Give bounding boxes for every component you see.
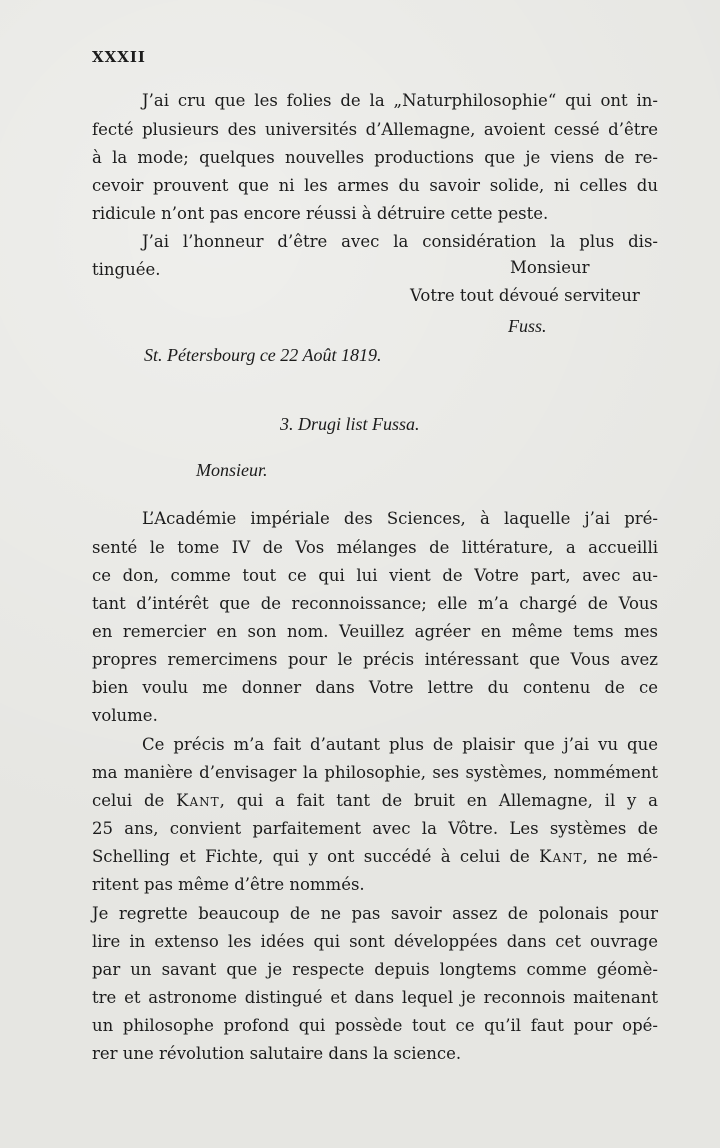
text-line: ridicule n’ont pas encore réussi à détruire cette peste.	[92, 204, 549, 223]
text-line: J’ai cru que les folies de la „Naturphilosophie“ qui ont in-	[142, 91, 658, 110]
text-line	[92, 846, 658, 868]
text-span: celui de	[92, 791, 177, 810]
text-line: fecté plusieurs des universités d’Allemagne, avoient cessé d’être	[92, 120, 658, 139]
text-line: à la mode; quelques nouvelles productions que je viens de re-	[92, 148, 658, 167]
text-line: lire in extenso les idées qui sont développées dans cet ouvrage	[92, 932, 658, 951]
text-line: tre et astronome distingué et dans lequel je reconnois maitenant	[92, 988, 658, 1007]
page-number: XXXII	[92, 48, 146, 66]
section-heading: 3. Drugi list Fussa.	[280, 414, 420, 434]
place-date: St. Pétersbourg ce 22 Août 1819.	[144, 345, 382, 365]
servant-line: Votre tout dévoué serviteur	[410, 286, 640, 305]
salutation: Monsieur	[510, 258, 590, 277]
closing-line: tinguée.	[92, 260, 161, 279]
text-line: en remercier en son nom. Veuillez agréer en même tems mes	[92, 622, 658, 641]
text-line: L’Académie impériale des Sciences, à laquelle j’ai pré-	[142, 509, 658, 528]
text-line: 25 ans, convient parfaitement avec la Vôtre. Les systèmes de	[92, 819, 658, 838]
text-line: par un savant que je respecte depuis longtems comme géomè-	[92, 960, 658, 979]
text-line: tant d’intérêt que de reconnoissance; elle m’a chargé de Vous	[92, 594, 658, 613]
text-line: senté le tome IV de Vos mélanges de littérature, a accueilli	[92, 538, 658, 557]
text-line: ce don, comme tout ce qui lui vient de Votre part, avec au-	[92, 566, 658, 585]
closing-line: J’ai l’honneur d’être avec la considération la plus dis-	[142, 232, 658, 251]
text-line: cevoir prouvent que ni les armes du savoir solide, ni celles du	[92, 176, 658, 195]
letter-address: Monsieur.	[196, 460, 268, 480]
text-span: Schelling et Fichte, qui y ont succédé à celui de	[92, 847, 540, 866]
text-line: Ce précis m’a fait d’autant plus de plaisir que j’ai vu que	[142, 735, 658, 754]
text-line: propres remercimens pour le précis intéressant que Vous avez	[92, 650, 658, 669]
signature: Fuss.	[508, 316, 547, 336]
name-kant: Kant	[539, 847, 583, 866]
text-span: , qui a fait tant de bruit en Allemagne, il y a	[219, 791, 658, 810]
name-kant: Kant	[176, 791, 220, 810]
text-line: volume.	[92, 706, 158, 725]
text-line: un philosophe profond qui possède tout ce qu’il faut pour opé-	[92, 1016, 658, 1035]
text-line: Je regrette beaucoup de ne pas savoir assez de polonais pour	[92, 904, 658, 923]
text-line: ritent pas même d’être nommés.	[92, 875, 365, 894]
text-line: bien voulu me donner dans Votre lettre du contenu de ce	[92, 678, 658, 697]
text-line	[92, 790, 658, 812]
text-line: ma manière d’envisager la philosophie, ses systèmes, nommément	[92, 763, 658, 782]
text-span: , ne mé-	[582, 847, 658, 866]
text-line: rer une révolution salutaire dans la science.	[92, 1044, 462, 1063]
